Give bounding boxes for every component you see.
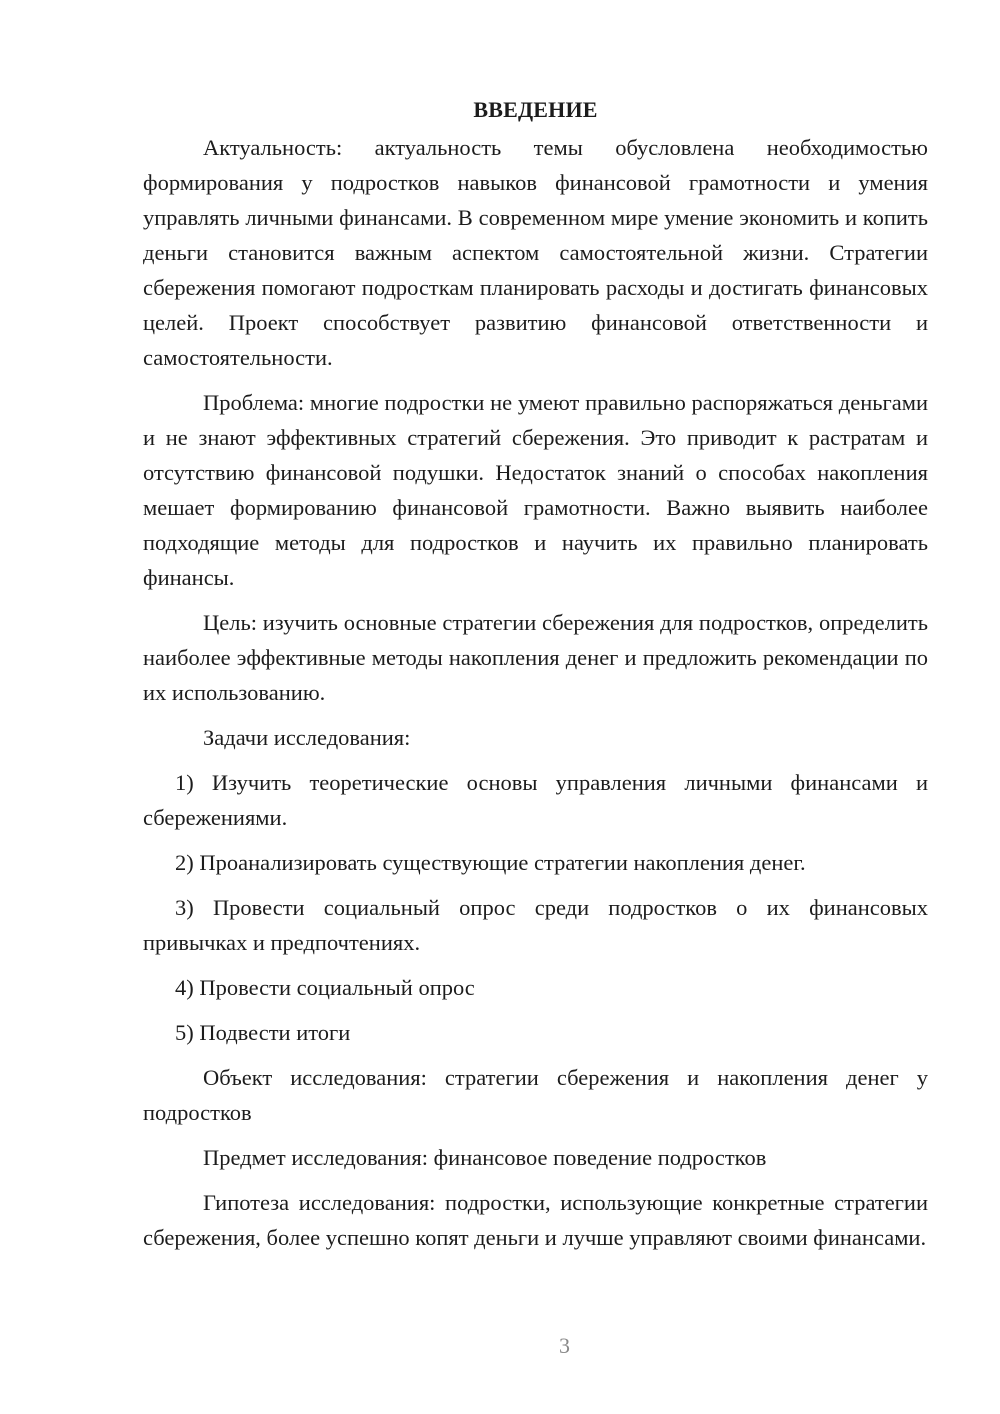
task-item: 2) Проанализировать существующие стратегии накопления денег. — [175, 850, 806, 875]
relevance-paragraph: Актуальность: актуальность темы обусловлена необходимостью формирования у подростков навыков финансовой грамотности и умения управлять личными финансами. В современном мире умение экономить и копить деньги становится важным аспектом самостоятельной жизни. Стратегии сбережения помогают подросткам планировать расходы и достигать финансовых целей. Проект способствует развитию финансовой ответственности и самостоятельности. — [143, 135, 928, 370]
task-item: 4) Провести социальный опрос — [175, 975, 475, 1000]
hypothesis-paragraph: Гипотеза исследования: подростки, использующие конкретные стратегии сбережения, более успешно копят деньги и лучше управляют своими финансами. — [143, 1190, 928, 1250]
task-item: 1) Изучить теоретические основы управления личными финансами и сбережениями. — [143, 770, 928, 830]
tasks-list — [143, 765, 928, 1050]
page-number: 3 — [559, 1333, 570, 1358]
subject-paragraph: Предмет исследования: финансовое поведение подростков — [203, 1145, 767, 1170]
problem-paragraph: Проблема: многие подростки не умеют правильно распоряжаться деньгами и не знают эффективных стратегий сбережения. Это приводит к растратам и отсутствию финансовой подушки. Недостаток знаний о способах накопления мешает формированию финансовой грамотности. Важно выявить наиболее подходящие методы для подростков и научить их правильно планировать финансы. — [143, 390, 928, 590]
section-heading: ВВЕДЕНИЕ — [473, 97, 598, 122]
task-item: 5) Подвести итоги — [175, 1020, 351, 1045]
object-paragraph: Объект исследования: стратегии сбережения и накопления денег у подростков — [143, 1065, 928, 1125]
document-page — [143, 92, 928, 1265]
goal-paragraph: Цель: изучить основные стратегии сбережения для подростков, определить наиболее эффективные методы накопления денег и предложить рекомендации по их использованию. — [143, 610, 928, 705]
task-item: 3) Провести социальный опрос среди подростков о их финансовых привычках и предпочтениях. — [143, 895, 928, 955]
tasks-title: Задачи исследования: — [203, 725, 411, 750]
